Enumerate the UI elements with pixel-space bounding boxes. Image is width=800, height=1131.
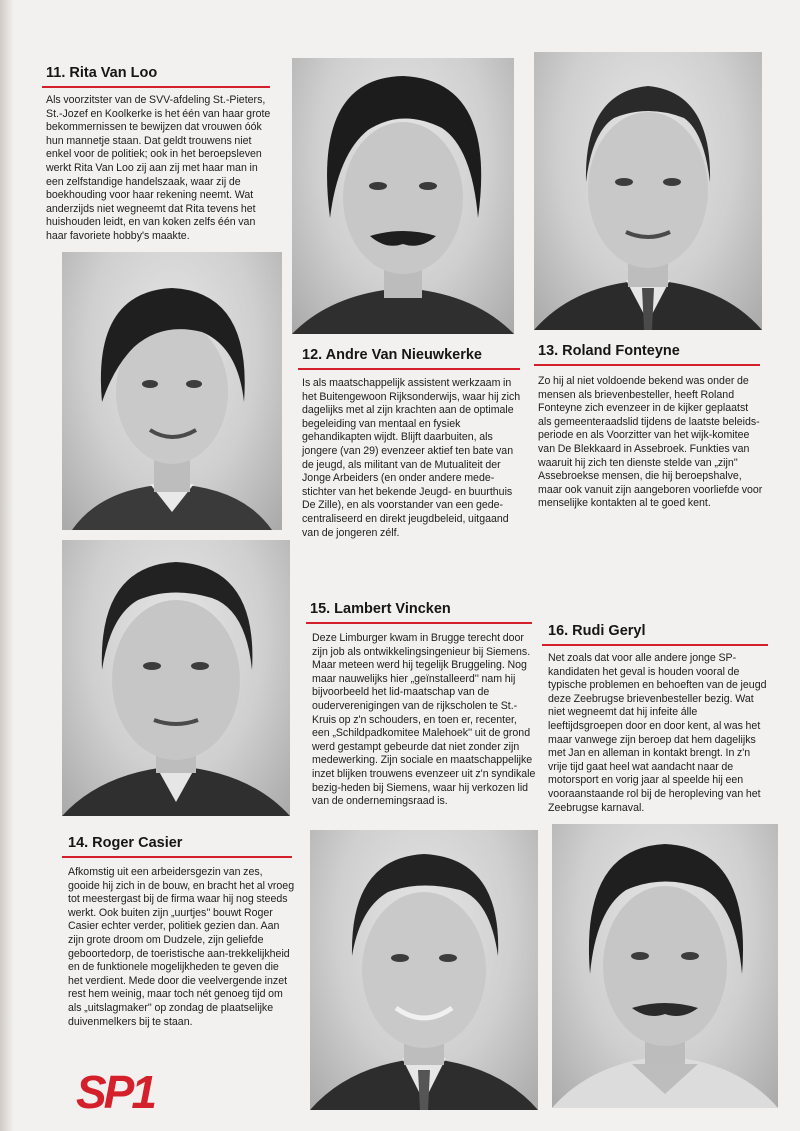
candidate-16-bio: Net zoals dat voor alle andere jonge SP-kandidaten het geval is houden vooral de typische problemen en behoeften van de jeugd deze Zeebrugse brievenbesteller bezig. Wat niet wegneemt dat hij infeite álle leeftijdsgroepen door en door kent, al was het maar vanwege zijn beroep dat hem dagelijks met Jan en alleman in kontakt brengt. In z'n vrije tijd gaat heel wat aandacht naar de motorsport en vorig jaar al speelde hij een vooraanstaande rol bij de heropleving van het Zeebrugse karnaval. <box>548 652 767 814</box>
sp1-logo-text: SP1 <box>76 1066 154 1116</box>
candidate-11-bio: Als voorzitster van de SVV-afdeling St.-Pieters, St.-Jozef en Koolkerke is het één van haar grote bekommernissen te bewijzen dat vrouwen óók hun mannetje staan. Dat geldt trouwens niet enkel voor de politiek; ook in het beroepsleven werkt Rita Van Loo zij aan zij met haar man in een zelfstandige handelszaak, waar zij de boekhouding voor haar rekening neemt. Wat anderzijds niet wegneemt dat Rita tevens het huishouden leidt, en van koken zelfs één van haar favoriete hobby's maakte. <box>46 94 271 242</box>
candidate-11-name: 11. Rita Van Loo <box>46 65 158 81</box>
candidate-15-photo <box>310 830 538 1110</box>
candidate-11-rule <box>42 86 270 88</box>
candidate-12-name: 12. Andre Van Nieuwkerke <box>302 347 482 363</box>
candidate-15-bio: Deze Limburger kwam in Brugge terecht door zijn job als ontwikkelingsingenieur bij Siemens. Maar meteen werd hij tegelijk Bruggeling. Nog maar nauwelijks hier „geïnstalleerd'' nam hij bijvoorbeeld het lid-maatschap van de ouderverenigingen van de rijkscholen te St.-Kruis op z'n schouders, en toen er, recenter, een „Schildpadkomitee Malehoek'' uit de grond werd gestampt gebeurde dat niet zonder zijn medewerking. Zijn sociale en maatschappelijke inzet blijken trouwens evenzeer uit z'n syndikale bezig-heden bij Siemens, waar hij verkozen lid van de ondernemingsraad is. <box>312 632 536 808</box>
candidate-16-name: 16. Rudi Geryl <box>548 623 646 639</box>
candidate-15-rule <box>306 622 532 624</box>
page-edge-shadow <box>0 0 14 1131</box>
candidate-12-rule <box>298 368 520 370</box>
candidate-14-name: 14. Roger Casier <box>68 835 183 851</box>
candidate-14-photo <box>62 540 290 816</box>
candidate-15-name: 15. Lambert Vincken <box>310 601 451 617</box>
candidate-16-photo <box>552 824 778 1108</box>
candidate-13-rule <box>534 364 760 366</box>
candidate-14-bio: Afkomstig uit een arbeidersgezin van zes, gooide hij zich in de bouw, en bracht het al vroeg tot meestergast bij de firma waar hij nog steeds werkt. Ook buiten zijn „uurtjes'' bouwt Roger Casier echter verder, politiek gezien dan. Aan zijn grote droom om Dudzele, zijn geliefde geboortedorp, de toeristische aan-trekkelijkheid en de funktionele mogelijkheden te geven die het verdient. Mede door die veelvergende inzet rest hem weinig, maar toch nét genoeg tijd om als „uitslagmaker'' op zondag de plaatselijke duivenmelkers bij te staan. <box>68 866 295 1028</box>
candidate-16-rule <box>542 644 768 646</box>
candidate-13-bio: Zo hij al niet voldoende bekend was onder de mensen als brievenbesteller, heeft Roland Fonteyne zich evenzeer in de kijker geplaatst als gemeenteraadslid tijdens de laatste beleids-periode en als Voorzitter van het wijk-komitee van De Blekkaard in Assebroek. Funkties van waaruit hij zich ten dienste stelde van „zijn'' Assebroekse mensen, die hij beroepshalve, maar ook vanuit zijn aangeboren voorliefde voor menselijke kontakten al te goed kent. <box>538 375 763 510</box>
candidate-13-photo <box>534 52 762 330</box>
sp1-logo <box>74 1066 178 1116</box>
candidate-13-name: 13. Roland Fonteyne <box>538 343 680 359</box>
candidate-12-bio: Is als maatschappelijk assistent werkzaam in het Buitengewoon Rijksonderwijs, waar hij zich dagelijks met al zijn krachten aan de optimale begeleiding van mentaal en fysiek gehandikapten wijdt. Blijft daarbuiten, als jongere (van 29) evenzeer aktief ten bate van de jeugd, als militant van de Mutualiteit der Jonge Arbeiders (en onder andere mede-stichter van het bekende Jeugd- en buurthuis De Zille), en als voorstander van een gede-centraliseerd en direkt jeugdbeleid, uitgaand van de jongeren zélf. <box>302 377 521 539</box>
candidate-12-photo <box>292 58 514 334</box>
candidate-11-photo <box>62 252 282 530</box>
candidate-14-rule <box>62 856 292 858</box>
